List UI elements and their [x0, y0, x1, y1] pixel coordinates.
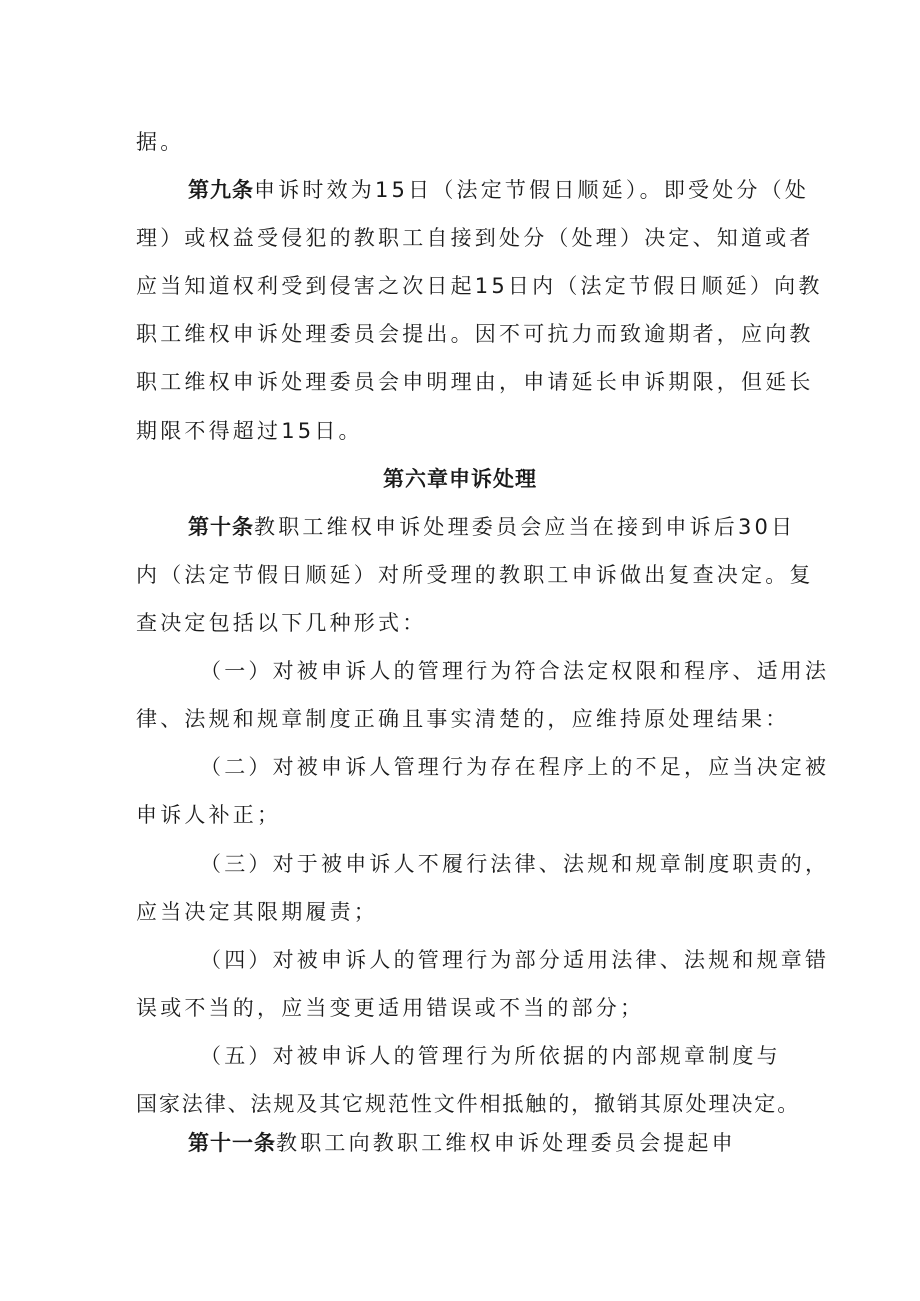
list-item-2: [200, 752, 829, 782]
text-line: [136, 704, 789, 734]
text-line: [136, 993, 644, 1023]
line-text: 查决定包括以下几种形式：: [136, 611, 427, 635]
line-text: 职工维权申诉处理委员会申明理由，申请延长申诉期限，但延长: [136, 370, 814, 394]
line-text: 教职工向教职工维权申诉处理委员会提起申: [276, 1131, 736, 1155]
text-line: [136, 223, 814, 253]
line-text: 应当知道权利受到侵害之次日起15日内（法定节假日顺延）向教: [136, 274, 823, 298]
text-line: [136, 560, 814, 590]
text-line: [136, 608, 426, 638]
list-item-3: [200, 849, 829, 879]
text-line: [136, 319, 814, 349]
line-text: 应当决定其限期履责；: [136, 900, 378, 924]
line-text: （一）对被申诉人的管理行为符合法定权限和程序、适用法: [200, 659, 830, 683]
text-line: [136, 897, 378, 927]
article-11-line: [188, 1128, 736, 1158]
line-text: 内（法定节假日顺延）对所受理的教职工申诉做出复查决定。复: [136, 563, 814, 587]
line-text: 误或不当的，应当变更适用错误或不当的部分；: [136, 996, 645, 1020]
chapter-heading: 第六章申诉处理: [383, 467, 537, 491]
text-line: [136, 800, 281, 830]
article-label: 第十条: [188, 515, 254, 539]
line-text: 申诉人补正；: [136, 803, 282, 827]
article-label: 第十一条: [188, 1131, 276, 1155]
list-item-4: [200, 945, 829, 975]
article-10-line: [188, 512, 795, 542]
line-text: 申诉时效为15日（法定节假日顺延）。即受处分（处: [254, 178, 810, 202]
text-line: [136, 271, 823, 301]
line-text: 职工维权申诉处理委员会提出。因不可抗力而致逾期者，应向教: [136, 322, 814, 346]
line-text: 据。: [136, 130, 185, 154]
line-text: 律、法规和规章制度正确且事实清楚的，应维持原处理结果：: [136, 707, 790, 731]
line-text: （三）对于被申诉人不履行法律、法规和规章制度职责的，: [200, 852, 830, 876]
line-text: （五）对被申诉人的管理行为所依据的内部规章制度与: [200, 1044, 781, 1068]
article-label: 第九条: [188, 178, 254, 202]
line-text: 国家法律、法规及其它规范性文件相抵触的，撤销其原处理决定。: [136, 1092, 801, 1116]
list-item-1: [200, 656, 829, 686]
text-line: [136, 367, 814, 397]
line-text: 理）或权益受侵犯的教职工自接到处分（处理）决定、知道或者: [136, 226, 814, 250]
line-text: 期限不得超过15日。: [136, 419, 363, 443]
article-9-line: [188, 175, 809, 205]
line-text: 教职工维权申诉处理委员会应当在接到申诉后30日: [254, 515, 796, 539]
line-text: （四）对被申诉人的管理行为部分适用法律、法规和规章错: [200, 948, 830, 972]
text-line: [136, 416, 363, 446]
text-line: [136, 1089, 800, 1119]
list-item-5: [200, 1041, 781, 1071]
line-text: （二）对被申诉人管理行为存在程序上的不足，应当决定被: [200, 755, 830, 779]
text-line: [136, 127, 184, 157]
